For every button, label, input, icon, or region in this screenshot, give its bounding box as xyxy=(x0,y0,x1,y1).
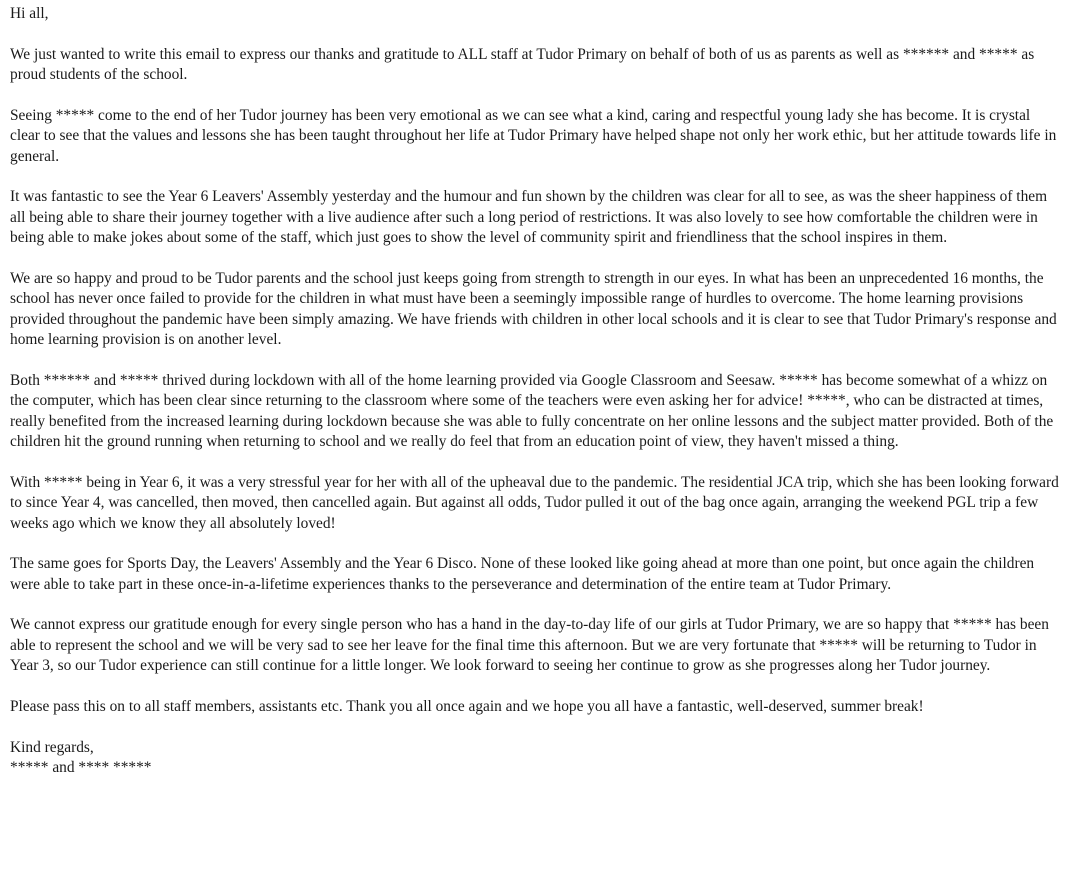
email-paragraph-assembly: It was fantastic to see the Year 6 Leavers' Assembly yesterday and the humour and fun shown by the children was clear for all to see, as was the sheer happiness of them all being able to share their journey together with a live audience after such a long period of restrictions. It was also lovely to see how comfortable the children were in being able to make jokes about some of the staff, which just goes to show the level of community spirit and friendliness that the school inspires in them. xyxy=(10,188,1048,247)
email-greeting: Hi all, xyxy=(10,5,49,22)
email-paragraph-journey: Seeing ***** come to the end of her Tudor journey has been very emotional as we can see what a kind, caring and respectful young lady she has become. It is crystal clear to see that the values and lessons she has been taught throughout her life at Tudor Primary have helped shape not only her work ethic, but her attitude towards life in general. xyxy=(10,106,1057,165)
email-paragraph-pandemic: We are so happy and proud to be Tudor parents and the school just keeps going from strength to strength in our eyes. In what has been an unprecedented 16 months, the school has never once failed to provide for the children in what must have been a seemingly impossible range of hurdles to overcome. The home learning provisions provided throughout the pandemic have been simply amazing. We have friends with children in other local schools and it is clear to see that Tudor Primary's response and home learning provision is on another level. xyxy=(10,269,1057,349)
email-paragraph-year6: With ***** being in Year 6, it was a very stressful year for her with all of the upheaval due to the pandemic. The residential JCA trip, which she has been looking forward to since Year 4, was cancelled, then moved, then cancelled again. But against all odds, Tudor pulled it out of the bag once again, arranging the weekend PGL trip a few weeks ago which we know they all absolutely loved! xyxy=(10,473,1059,532)
email-paragraph-pass-on: Please pass this on to all staff members, assistants etc. Thank you all once again and we hope you all have a fantastic, well-deserved, summer break! xyxy=(10,697,924,715)
email-paragraph-lockdown: Both ****** and ***** thrived during lockdown with all of the home learning provided via Google Classroom and Seesaw. ***** has become somewhat of a whizz on the computer, which has been clear since returning to the classroom where some of the teachers were even asking her for advice! *****, who can be distracted at times, really benefited from the increased learning during lockdown because she was able to fully concentrate on her online lessons and the subject matter provided. Both of the children hit the ground running when returning to school and we really do feel that from an education point of view, they haven't missed a thing. xyxy=(10,371,1054,450)
email-paragraph-gratitude: We cannot express our gratitude enough for every single person who has a hand in the day-to-day life of our girls at Tudor Primary, we are so happy that ***** has been able to represent the school and we will be very sad to see her leave for the final time this afternoon. But we are very fortunate that ***** will be returning to Tudor in Year 3, so our Tudor experience can still continue for a little longer. We look forward to seeing her continue to grow as she progresses along her Tudor journey. xyxy=(10,616,1049,675)
email-signature: ***** and **** ***** xyxy=(10,758,152,776)
email-sign-off xyxy=(10,738,1063,779)
email-paragraph-intro: We just wanted to write this email to express our thanks and gratitude to ALL staff at Tudor Primary on behalf of both of us as parents as well as ****** and ***** as proud students of the school. xyxy=(10,45,1035,84)
email-closing: Kind regards, xyxy=(10,738,94,756)
email-paragraph-events: The same goes for Sports Day, the Leavers' Assembly and the Year 6 Disco. None of these looked like going ahead at more than one point, but once again the children were able to take part in these once-in-a-lifetime experiences thanks to the perseverance and determination of the entire team at Tudor Primary. xyxy=(10,555,1035,593)
